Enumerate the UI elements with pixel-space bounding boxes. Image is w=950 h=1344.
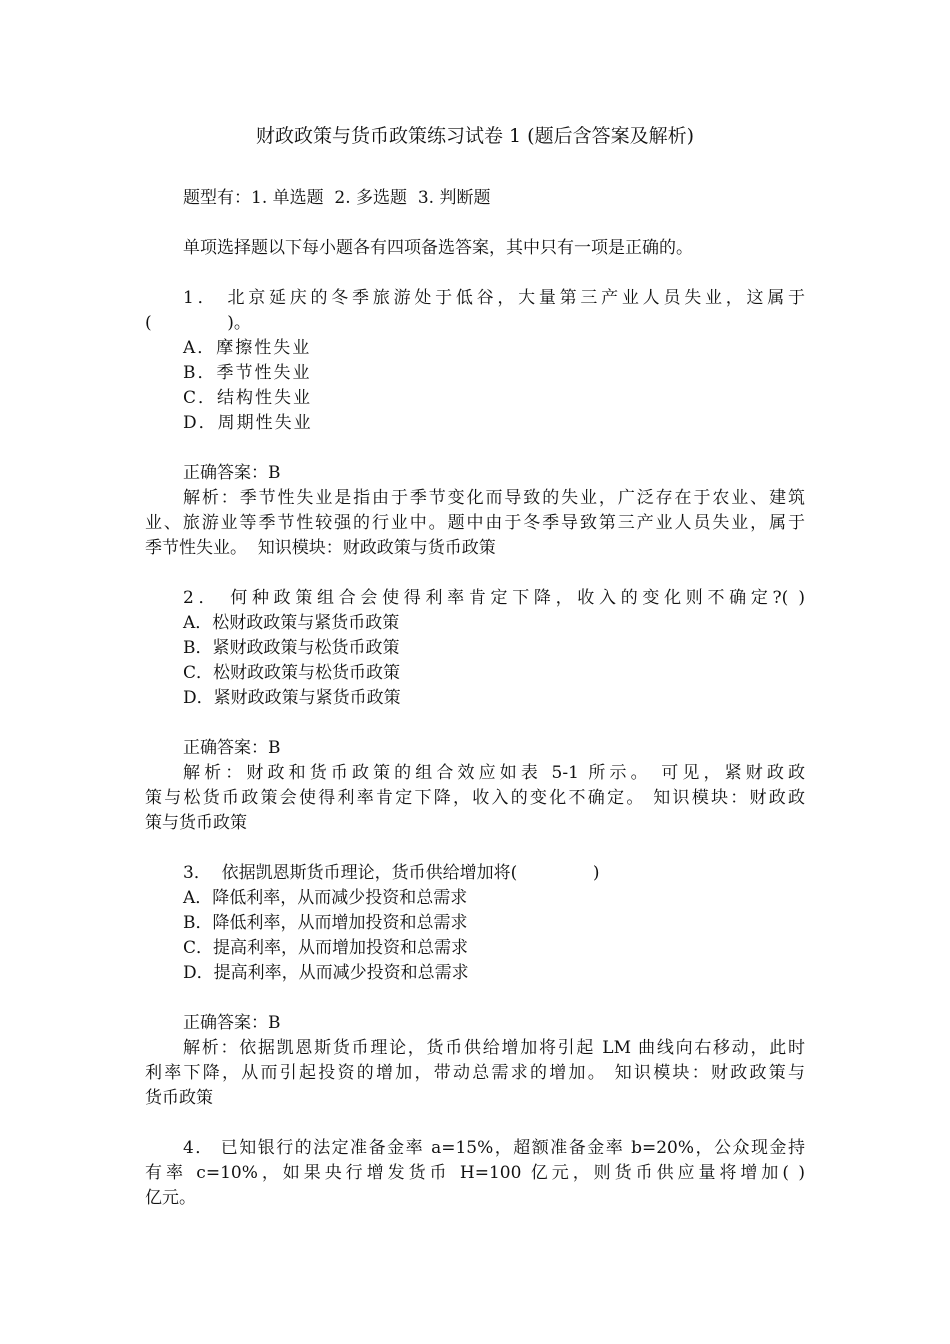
question-2-stem: 2． 何种政策组合会使得利率肯定下降，收入的变化则不确定?( ) (183, 588, 805, 608)
question-3-option-d: D．提高利率，从而减少投资和总需求 (183, 963, 469, 983)
question-2-answer: 正确答案：B (183, 738, 281, 758)
question-2-option-d: D．紧财政政策与紧货币政策 (183, 688, 401, 708)
question-2-option-b: B．紧财政政策与松货币政策 (183, 638, 400, 658)
question-3-answer: 正确答案：B (183, 1013, 281, 1033)
question-1-stem: 1． 北京延庆的冬季旅游处于低谷，大量第三产业人员失业，这属于 (183, 288, 805, 308)
question-4-stem-cont: 有率 c=10%，如果央行增发货币 H=100 亿元，则货币供应量将增加( ) (145, 1163, 805, 1183)
question-3-option-a: A．降低利率，从而减少投资和总需求 (183, 888, 468, 908)
question-3-option-b: B．降低利率，从而增加投资和总需求 (183, 913, 468, 933)
question-2-option-a: A．松财政政策与紧货币政策 (183, 613, 400, 633)
question-2-analysis-line: 解析：财政和货币政策的组合效应如表 5-1 所示。 可见，紧财政政 (183, 763, 805, 783)
document-title: 财政政策与货币政策练习试卷 1 (题后含答案及解析) (256, 125, 694, 147)
question-1-option-b: B．季节性失业 (183, 363, 312, 383)
question-2-analysis-line: 策与松货币政策会使得利率肯定下降，收入的变化不确定。 知识模块：财政政 (145, 788, 805, 808)
question-types: 题型有：1. 单选题 2. 多选题 3. 判断题 (183, 188, 491, 208)
question-1-option-d: D．周期性失业 (183, 413, 313, 433)
question-2-analysis-line: 策与货币政策 (145, 813, 247, 833)
question-3-stem: 3． 依据凯恩斯货币理论，货币供给增加将( ) (183, 863, 600, 883)
question-1-option-a: A．摩擦性失业 (183, 338, 312, 358)
question-3-analysis-line: 货币政策 (145, 1088, 213, 1108)
question-1-analysis-line: 季节性失业。 知识模块：财政政策与货币政策 (145, 538, 496, 558)
question-2-option-c: C．松财政政策与松货币政策 (183, 663, 401, 683)
question-1-analysis-line: 业、旅游业等季节性较强的行业中。题中由于冬季导致第三产业人员失业，属于 (145, 513, 805, 533)
question-4-stem: 4． 已知银行的法定准备金率 a=15%，超额准备金率 b=20%，公众现金持 (183, 1138, 805, 1158)
section-instruction: 单项选择题以下每小题各有四项备选答案，其中只有一项是正确的。 (183, 238, 693, 258)
question-3-analysis-line: 利率下降，从而引起投资的增加，带动总需求的增加。 知识模块：财政政策与 (145, 1063, 805, 1083)
question-4-stem-cont: 亿元。 (145, 1188, 196, 1208)
question-1-stem-cont: ( )。 (145, 313, 251, 333)
question-1-analysis-line: 解析：季节性失业是指由于季节变化而导致的失业，广泛存在于农业、建筑 (183, 488, 805, 508)
question-3-option-c: C．提高利率，从而增加投资和总需求 (183, 938, 469, 958)
question-3-analysis-line: 解析：依据凯恩斯货币理论，货币供给增加将引起 LM 曲线向右移动，此时 (183, 1038, 805, 1058)
question-1-answer: 正确答案：B (183, 463, 281, 483)
question-1-option-c: C．结构性失业 (183, 388, 313, 408)
